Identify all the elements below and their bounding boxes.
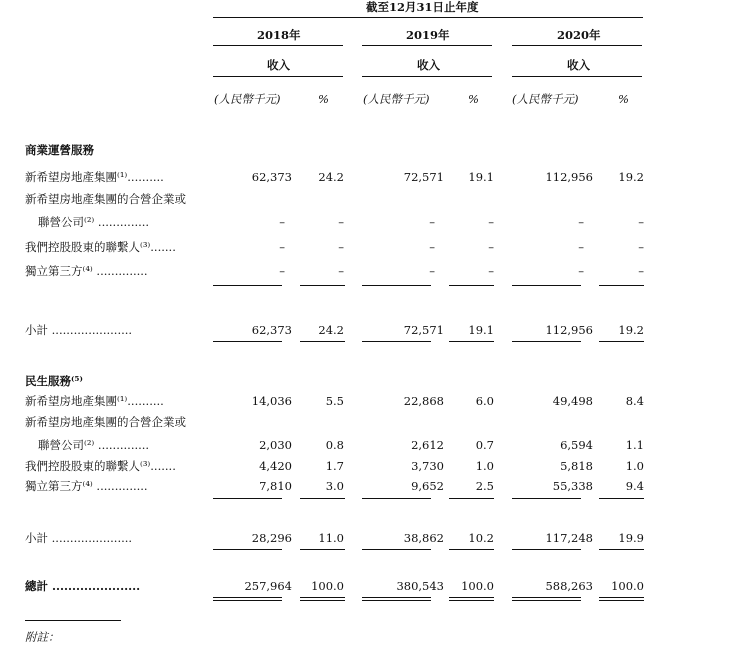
cell-2018-pct: –: [338, 215, 344, 229]
subtotal-rule: [362, 285, 431, 286]
subtotal-2020-pct: 19.2: [618, 323, 644, 337]
revenue-rule-2018: [213, 76, 343, 77]
row-label: 我們控股股東的聯繫人⁽³⁾.......: [25, 459, 176, 473]
subtotal-rule: [512, 498, 581, 499]
row-label: 獨立第三方⁽⁴⁾ ..............: [25, 264, 148, 278]
subtotal-rule: [512, 341, 581, 342]
subtotal-2019-amt: 38,862: [403, 531, 444, 545]
subtotal-rule: [213, 341, 282, 342]
cell-2018-amt: 2,030: [259, 438, 292, 452]
pct-label-2018: %: [318, 92, 329, 106]
cell-2019-amt: –: [429, 215, 435, 229]
cell-2018-pct: –: [338, 264, 344, 278]
total-double-rule: [599, 597, 644, 601]
cell-2019-pct: –: [488, 240, 494, 254]
subtotal-rule: [449, 498, 494, 499]
subtotal-2018-amt: 62,373: [251, 323, 292, 337]
unit-label-2019: (人民幣千元): [363, 92, 430, 106]
cell-2019-pct: 19.1: [468, 170, 494, 184]
period-rule: [213, 17, 643, 18]
subtotal-rule: [599, 498, 644, 499]
year-rule-2019: [362, 45, 492, 46]
cell-2020-amt: –: [578, 215, 584, 229]
cell-2020-pct: –: [638, 240, 644, 254]
subtotal-label: 小計 ......................: [25, 531, 133, 545]
cell-2018-pct: 5.5: [325, 394, 344, 408]
subtotal-2018-pct: 24.2: [318, 323, 344, 337]
total-2020-pct: 100.0: [611, 579, 644, 593]
cell-2019-amt: 3,730: [411, 459, 444, 473]
cell-2020-amt: 55,338: [552, 479, 593, 493]
cell-2018-pct: 24.2: [318, 170, 344, 184]
revenue-label-2020: 收入: [567, 58, 590, 72]
subtotal-rule: [449, 285, 494, 286]
cell-2019-amt: 2,612: [411, 438, 444, 452]
subtotal-2019-pct: 10.2: [468, 531, 494, 545]
cell-2020-amt: 5,818: [560, 459, 593, 473]
cell-2019-amt: 22,868: [403, 394, 444, 408]
cell-2020-amt: 112,956: [545, 170, 593, 184]
footnote-label: 附註：: [25, 630, 60, 644]
pct-label-2019: %: [468, 92, 479, 106]
row-label: 新希望房地產集團的合營企業或: [25, 192, 186, 206]
cell-2020-amt: –: [578, 264, 584, 278]
pct-label-2020: %: [618, 92, 629, 106]
cell-2020-amt: 6,594: [560, 438, 593, 452]
total-label: 總計 ......................: [25, 579, 141, 593]
row-label: 新希望房地產集團⁽¹⁾..........: [25, 170, 164, 184]
subtotal-rule: [599, 341, 644, 342]
subtotal-2018-pct: 11.0: [318, 531, 344, 545]
subtotal-rule: [599, 285, 644, 286]
cell-2018-amt: 7,810: [259, 479, 292, 493]
cell-2018-amt: –: [279, 264, 285, 278]
subtotal-rule: [362, 341, 431, 342]
cell-2019-amt: –: [429, 264, 435, 278]
cell-2019-pct: 2.5: [475, 479, 494, 493]
cell-2018-pct: –: [338, 240, 344, 254]
subtotal-rule: [213, 549, 282, 550]
row-label: 新希望房地產集團⁽¹⁾..........: [25, 394, 164, 408]
cell-2018-amt: 4,420: [259, 459, 292, 473]
revenue-rule-2019: [362, 76, 492, 77]
cell-2020-pct: 1.1: [625, 438, 644, 452]
subtotal-rule: [300, 549, 345, 550]
cell-2018-pct: 3.0: [325, 479, 344, 493]
unit-label-2020: (人民幣千元): [512, 92, 579, 106]
cell-2019-pct: 0.7: [475, 438, 494, 452]
total-double-rule: [362, 597, 431, 601]
subtotal-rule: [300, 341, 345, 342]
cell-2019-pct: –: [488, 264, 494, 278]
cell-2020-pct: 19.2: [618, 170, 644, 184]
year-rule-2018: [213, 45, 343, 46]
cell-2020-pct: 9.4: [625, 479, 644, 493]
cell-2018-amt: 62,373: [251, 170, 292, 184]
total-2018-pct: 100.0: [311, 579, 344, 593]
cell-2019-amt: 72,571: [403, 170, 444, 184]
cell-2020-pct: –: [638, 264, 644, 278]
subtotal-rule: [599, 549, 644, 550]
cell-2020-pct: –: [638, 215, 644, 229]
total-2020-amt: 588,263: [545, 579, 593, 593]
subtotal-rule: [449, 549, 494, 550]
subtotal-2019-pct: 19.1: [468, 323, 494, 337]
total-double-rule: [512, 597, 581, 601]
total-2019-pct: 100.0: [461, 579, 494, 593]
cell-2018-pct: 1.7: [325, 459, 344, 473]
cell-2020-pct: 1.0: [625, 459, 644, 473]
section-title: 商業運營服務: [25, 143, 94, 157]
total-2019-amt: 380,543: [396, 579, 444, 593]
year-2018: 2018年: [257, 28, 301, 42]
total-double-rule: [213, 597, 282, 601]
year-2020: 2020年: [557, 28, 601, 42]
row-label: 新希望房地產集團的合營企業或: [25, 415, 186, 429]
cell-2018-amt: 14,036: [251, 394, 292, 408]
revenue-label-2018: 收入: [267, 58, 290, 72]
cell-2019-amt: 9,652: [411, 479, 444, 493]
unit-label-2018: (人民幣千元): [214, 92, 281, 106]
cell-2018-amt: –: [279, 215, 285, 229]
subtotal-rule: [449, 341, 494, 342]
subtotal-2020-amt: 112,956: [545, 323, 593, 337]
revenue-rule-2020: [512, 76, 642, 77]
row-label: 聯營公司⁽²⁾ ..............: [38, 215, 150, 229]
row-label: 我們控股股東的聯繫人⁽³⁾.......: [25, 240, 176, 254]
cell-2020-amt: 49,498: [552, 394, 593, 408]
total-double-rule: [300, 597, 345, 601]
cell-2020-pct: 8.4: [625, 394, 644, 408]
subtotal-2018-amt: 28,296: [251, 531, 292, 545]
subtotal-rule: [300, 498, 345, 499]
period-title: 截至12月31日止年度: [366, 0, 479, 14]
year-2019: 2019年: [406, 28, 450, 42]
section-title: 民生服務⁽⁵⁾: [25, 374, 83, 388]
subtotal-2020-amt: 117,248: [545, 531, 593, 545]
total-2018-amt: 257,964: [244, 579, 292, 593]
cell-2019-pct: –: [488, 215, 494, 229]
year-rule-2020: [512, 45, 642, 46]
cell-2019-amt: –: [429, 240, 435, 254]
cell-2019-pct: 1.0: [475, 459, 494, 473]
row-label: 獨立第三方⁽⁴⁾ ..............: [25, 479, 148, 493]
cell-2020-amt: –: [578, 240, 584, 254]
subtotal-rule: [512, 549, 581, 550]
subtotal-2020-pct: 19.9: [618, 531, 644, 545]
footnote-rule: [25, 620, 121, 621]
subtotal-rule: [512, 285, 581, 286]
cell-2018-amt: –: [279, 240, 285, 254]
cell-2018-pct: 0.8: [325, 438, 344, 452]
subtotal-rule: [213, 285, 282, 286]
subtotal-rule: [362, 498, 431, 499]
subtotal-label: 小計 ......................: [25, 323, 133, 337]
row-label: 聯營公司⁽²⁾ ..............: [38, 438, 150, 452]
cell-2019-pct: 6.0: [475, 394, 494, 408]
subtotal-rule: [213, 498, 282, 499]
total-double-rule: [449, 597, 494, 601]
subtotal-rule: [362, 549, 431, 550]
revenue-label-2019: 收入: [417, 58, 440, 72]
subtotal-2019-amt: 72,571: [403, 323, 444, 337]
subtotal-rule: [300, 285, 345, 286]
